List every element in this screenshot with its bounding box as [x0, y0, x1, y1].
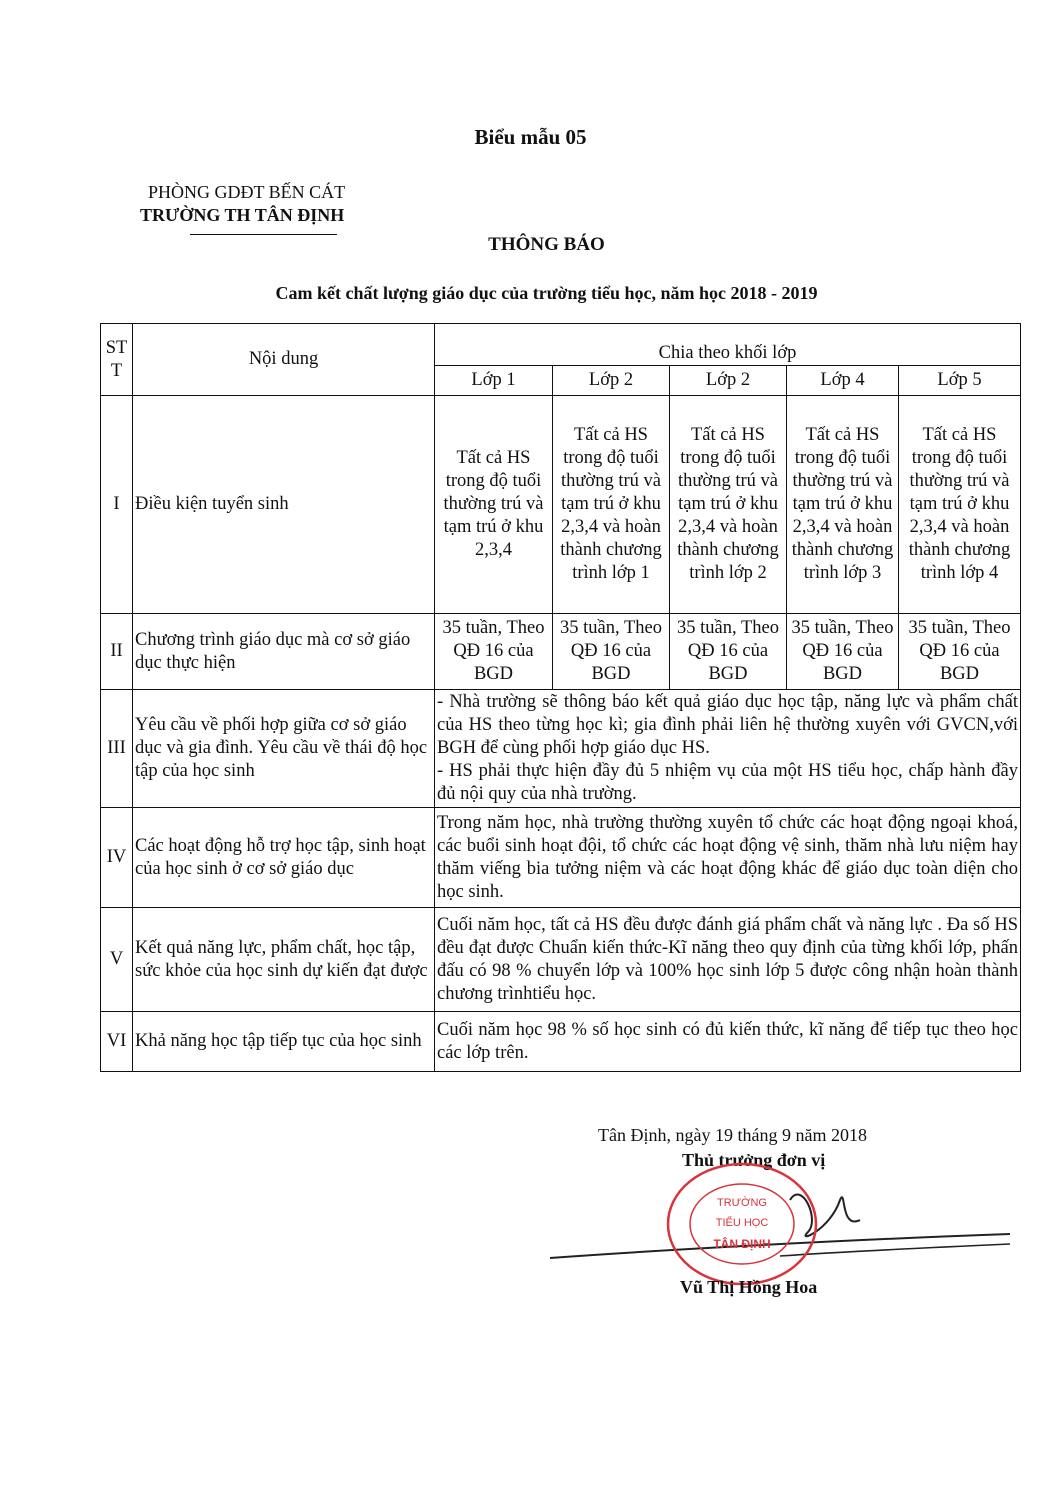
row-stt: II	[101, 614, 133, 690]
header-content: Nội dung	[133, 324, 435, 396]
svg-text:TIỂU HỌC: TIỂU HỌC	[715, 1217, 769, 1229]
row-description: Cuối năm học, tất cả HS đều được đánh giá phẩm chất và năng lực . Đa số HS đều đạt được Chuẩn kiến thức-Kĩ năng theo quy định của từng khối lớp, phấn đấu có 98 % chuyển lớp và 100% học sinh lớp 5 được công nhận hoàn thành chương trìnhtiểu học.	[435, 908, 1021, 1012]
grade-cell: Tất cả HS trong độ tuổi thường trú và tạm trú ở khu 2,3,4 và hoàn thành chương trình lớp 3	[787, 396, 899, 614]
grade-cell: 35 tuần, Theo QĐ 16 của BGD	[899, 614, 1021, 690]
table-row	[101, 1012, 1021, 1072]
header-grade-1: Lớp 1	[435, 366, 553, 396]
grade-cell: 35 tuần, Theo QĐ 16 của BGD	[553, 614, 670, 690]
row-stt: V	[101, 908, 133, 1012]
row-content: Khả năng học tập tiếp tục của học sinh	[133, 1012, 435, 1072]
header-stt: STT	[101, 324, 133, 396]
department-name: PHÒNG GDĐT BẾN CÁT	[148, 182, 346, 202]
row-stt: IV	[101, 808, 133, 908]
row-content: Yêu cầu về phối hợp giữa cơ sở giáo dục và gia đình. Yêu cầu về thái độ học tập của học sinh	[133, 690, 435, 808]
table-row	[101, 396, 1021, 614]
header-grade-5: Lớp 5	[899, 366, 1021, 396]
row-stt: I	[101, 396, 133, 614]
grade-cell: 35 tuần, Theo QĐ 16 của BGD	[787, 614, 899, 690]
row-content: Điều kiện tuyển sinh	[133, 396, 435, 614]
table-row	[101, 908, 1021, 1012]
row-description: Cuối năm học 98 % số học sinh có đủ kiến thức, kĩ năng để tiếp tục theo học các lớp trên.	[435, 1012, 1021, 1072]
svg-text:TÂN ĐỊNH: TÂN ĐỊNH	[713, 1237, 771, 1251]
row-description-line: - Nhà trường sẽ thông báo kết quả giáo dục học tập, năng lực và phẩm chất của HS theo từng học kì; gia đình phải liên hệ thường xuyên với GVCN,với BGH để cùng phối hợp giáo dục HS.	[437, 692, 1018, 758]
signer-title: Thủ trưởng đơn vị	[682, 1150, 826, 1170]
grade-cell: 35 tuần, Theo QĐ 16 của BGD	[670, 614, 787, 690]
header-grade-3: Lớp 2	[670, 366, 787, 396]
row-content: Kết quả năng lực, phẩm chất, học tập, sức khỏe của học sinh dự kiến đạt được	[133, 908, 435, 1012]
row-stt: III	[101, 690, 133, 808]
commitment-table	[100, 323, 1021, 1072]
grade-cell: Tất cả HS trong độ tuổi thường trú và tạm trú ở khu 2,3,4 và hoàn thành chương trình lớp 2	[670, 396, 787, 614]
grade-cell: 35 tuần, Theo QĐ 16 của BGD	[435, 614, 553, 690]
grade-cell: Tất cả HS trong độ tuổi thường trú và tạm trú ở khu 2,3,4 và hoàn thành chương trình lớp 4	[899, 396, 1021, 614]
notice-subtitle: Cam kết chất lượng giáo dục của trường tiểu học, năm học 2018 - 2019	[275, 283, 818, 303]
row-stt: VI	[101, 1012, 133, 1072]
notice-title: THÔNG BÁO	[488, 234, 605, 255]
signer-name: Vũ Thị Hồng Hoa	[680, 1277, 818, 1297]
row-description: Trong năm học, nhà trường thường xuyên tổ chức các hoạt động ngoại khoá, các buổi sinh hoạt đội, tổ chức các hoạt động vệ sinh, thăm nhà lưu niệm hay thăm viếng bia tưởng niệm và các hoạt động khác để giáo dục toàn diện cho học sinh.	[435, 808, 1021, 908]
grade-cell: Tất cả HS trong độ tuổi thường trú và tạm trú ở khu 2,3,4	[435, 396, 553, 614]
table-row	[101, 690, 1021, 808]
header-grade-2: Lớp 2	[553, 366, 670, 396]
school-name: TRƯỜNG TH TÂN ĐỊNH	[140, 205, 345, 225]
form-title: Biểu mẫu 05	[474, 125, 587, 149]
row-description	[435, 690, 1021, 808]
row-content: Chương trình giáo dục mà cơ sở giáo dục thực hiện	[133, 614, 435, 690]
row-content: Các hoạt động hỗ trợ học tập, sinh hoạt của học sinh ở cơ sở giáo dục	[133, 808, 435, 908]
header-grade-group: Chia theo khối lớp	[435, 324, 1021, 366]
header-grade-4: Lớp 4	[787, 366, 899, 396]
svg-text:TRƯỜNG: TRƯỜNG	[717, 1197, 767, 1209]
row-description-line: - HS phải thực hiện đầy đủ 5 nhiệm vụ của một HS tiểu học, chấp hành đầy đủ nội quy của nhà trường.	[437, 761, 1018, 804]
table-row	[101, 808, 1021, 908]
school-seal	[662, 1160, 822, 1290]
table-row	[101, 614, 1021, 690]
grade-cell: Tất cả HS trong độ tuổi thường trú và tạm trú ở khu 2,3,4 và hoàn thành chương trình lớp 1	[553, 396, 670, 614]
signing-date: Tân Định, ngày 19 tháng 9 năm 2018	[598, 1125, 867, 1145]
